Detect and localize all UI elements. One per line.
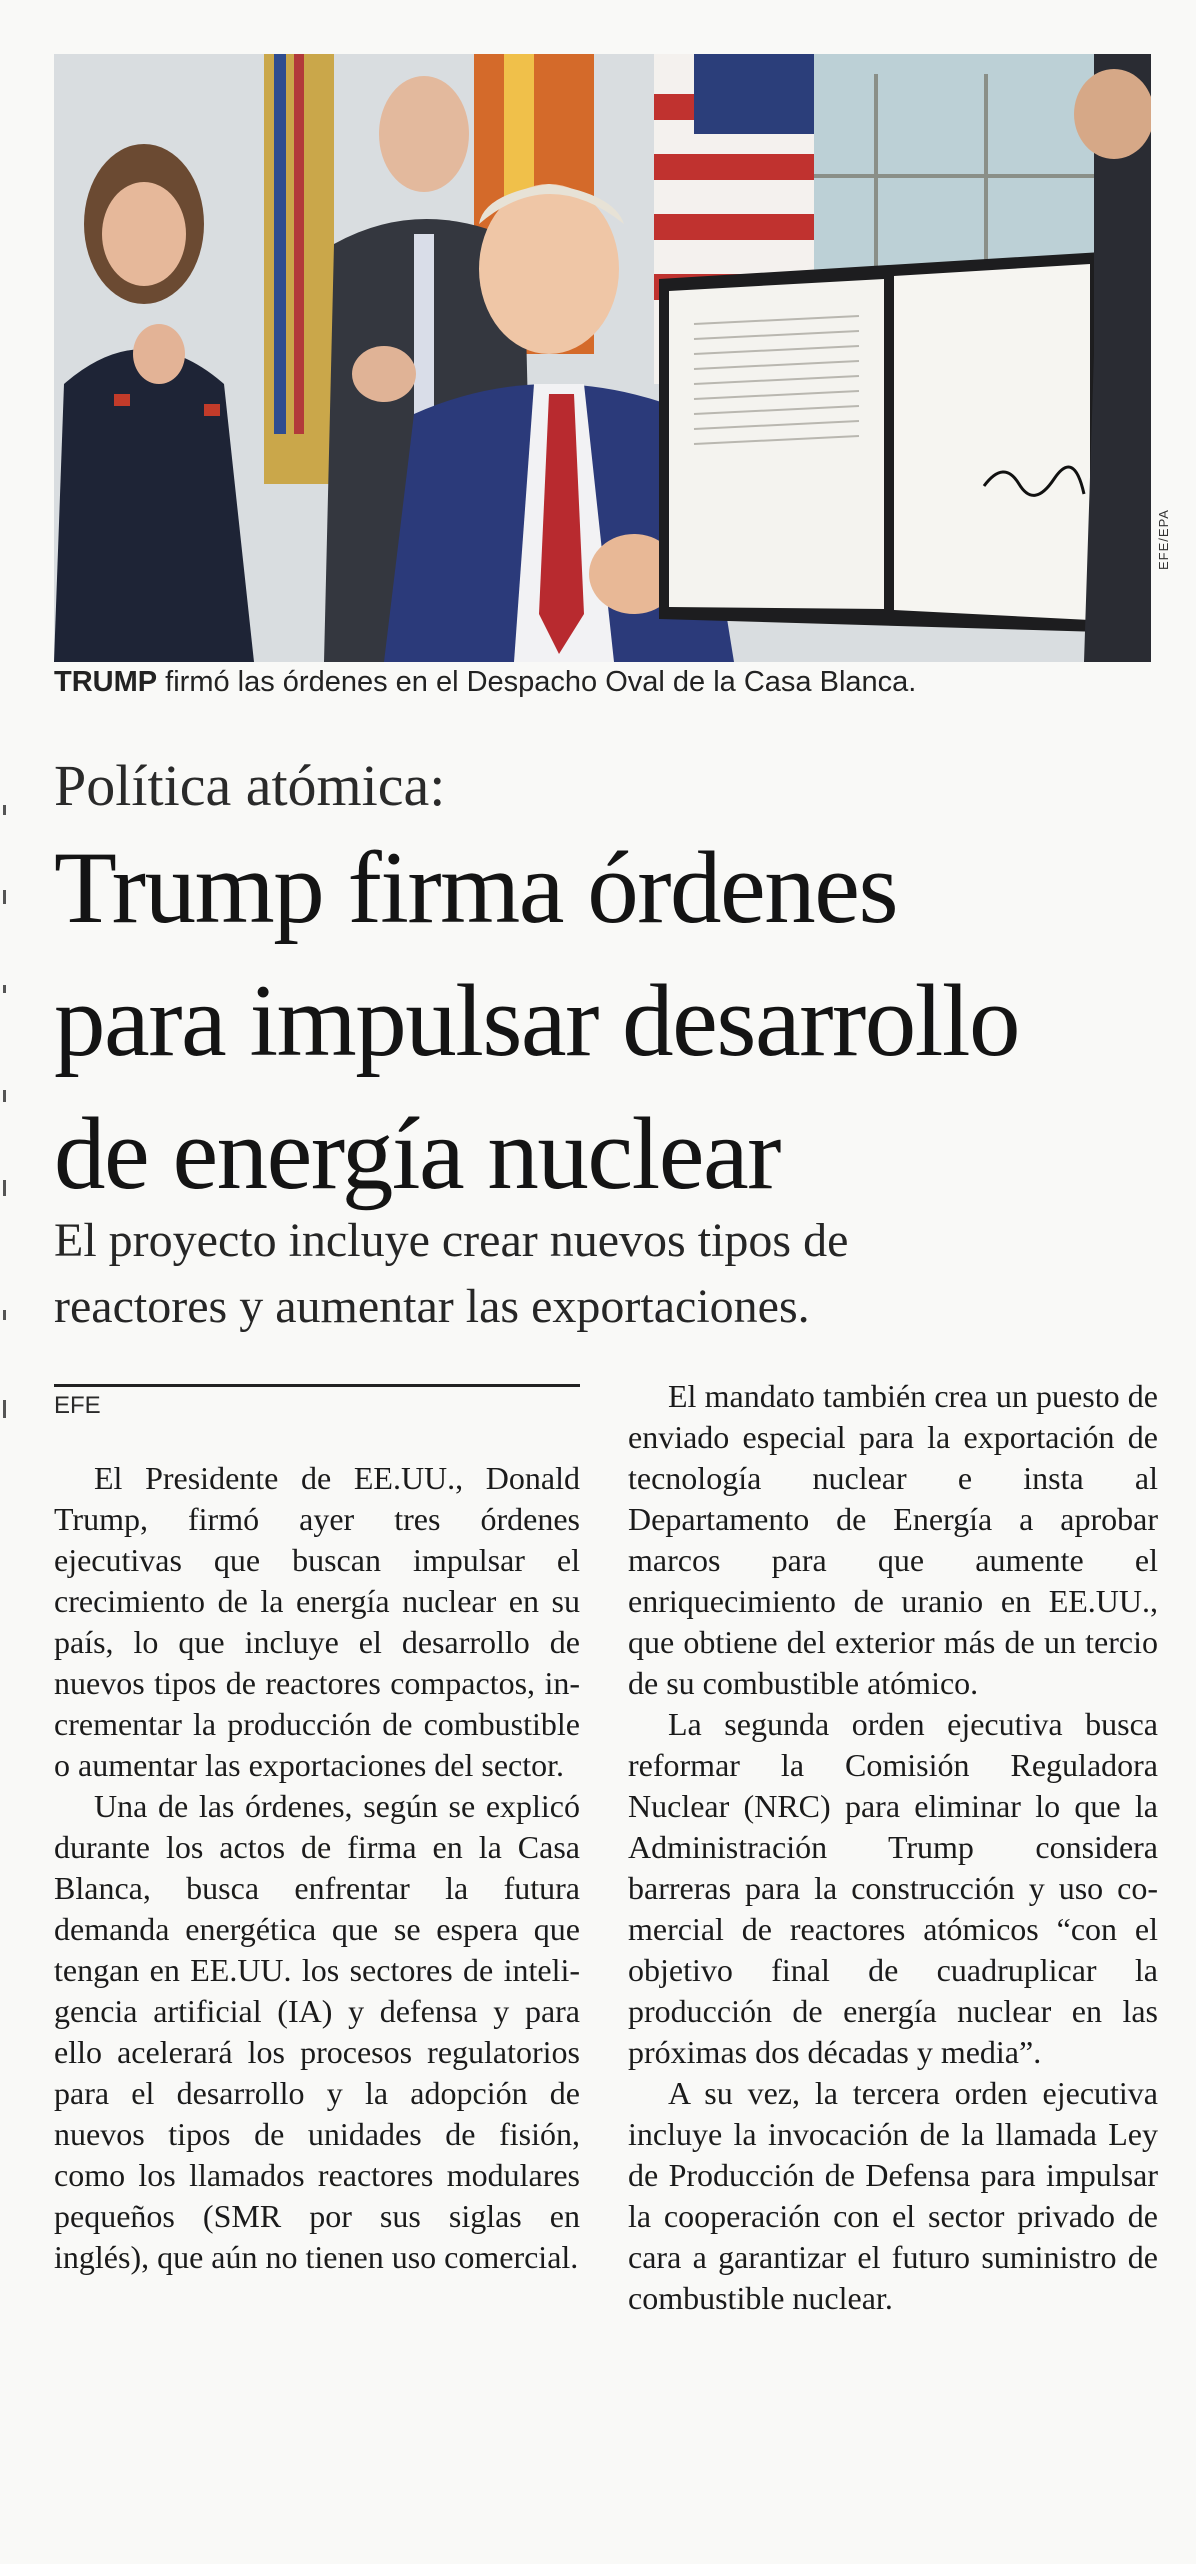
photo-caption xyxy=(54,666,1154,699)
paragraph: La segunda orden ejecutiva busca reformar la Comisión Reguladora Nuclear (NRC) para eliminar lo que la Administración Trump considera barreras para la construcción y uso comercial de reactores atómicos “con el objetivo final de cuadruplicar la producción de energía nuclear en las próximas dos décadas y media”. xyxy=(628,1706,1158,2070)
scan-artifact xyxy=(3,805,6,815)
headline xyxy=(54,822,1164,1221)
scan-artifact xyxy=(3,890,6,904)
article-photo xyxy=(54,54,1151,662)
paragraph: El mandato también crea un puesto de enviado especial para la exportación de tecnología nuclear e insta al Departamento de Energía a aprobar marcos para que aumente el enriquecimiento de uranio en EE.UU., que obtiene del exterior más de un tercio de su combustible atómico. xyxy=(628,1378,1158,1701)
paragraph: Una de las órdenes, según se explicó durante los actos de firma en la Casa Blanca, busca enfrentar la futura demanda energética que se espera que tengan en EE.UU. los sectores de inteligencia artificial (IA) y defensa y para ello acelerará los procesos regulatorios para el desarrollo y la adopción de nuevos tipos de unidades de fisión, como los llamados reactores modulares pequeños (SMR por sus siglas en inglés), que aún no tienen uso comercial. xyxy=(54,1788,580,2275)
deck xyxy=(54,1208,1154,1340)
headline-line: de energía nuclear xyxy=(54,1097,780,1211)
paragraph: El Presidente de EE.UU., Donald Trump, firmó ayer tres órdenes ejecutivas que buscan impulsar el crecimiento de la energía nuclear en su país, lo que incluye el desarrollo de nuevos tipos de reactores compactos, incrementar la producción de combustible o aumentar las exportaciones del sector. xyxy=(54,1460,580,1783)
photo-credit: EFE/EPA xyxy=(1156,509,1171,570)
scan-artifact xyxy=(3,1090,6,1102)
scan-artifact xyxy=(3,985,6,993)
scan-artifact xyxy=(3,1180,6,1196)
headline-line: para impulsar desarrollo xyxy=(54,964,1020,1078)
byline-rule xyxy=(54,1384,580,1387)
scan-artifact xyxy=(3,1400,6,1418)
caption-lead: TRUMP xyxy=(54,666,158,698)
headline-line: Trump firma órdenes xyxy=(54,831,898,945)
deck-line: El proyecto incluye crear nuevos tipos de xyxy=(54,1214,849,1267)
caption-text: firmó las órdenes en el Despacho Oval de la Casa Blanca. xyxy=(157,666,917,698)
kicker: Política atómica: xyxy=(54,753,446,818)
photo-oval-office-signing xyxy=(54,54,1151,662)
paragraph: A su vez, la tercera orden ejecutiva incluye la invocación de la llamada Ley de Producción de Defensa para impulsar la cooperación con el sector privado de cara a garantizar el futuro suministro de combustible nuclear. xyxy=(628,2075,1158,2316)
scan-artifact xyxy=(3,1310,6,1320)
deck-line: reactores y aumentar las exportaciones. xyxy=(54,1280,810,1333)
column-2 xyxy=(628,1376,1158,2319)
column-1 xyxy=(54,1458,580,2278)
byline: EFE xyxy=(54,1392,101,1419)
